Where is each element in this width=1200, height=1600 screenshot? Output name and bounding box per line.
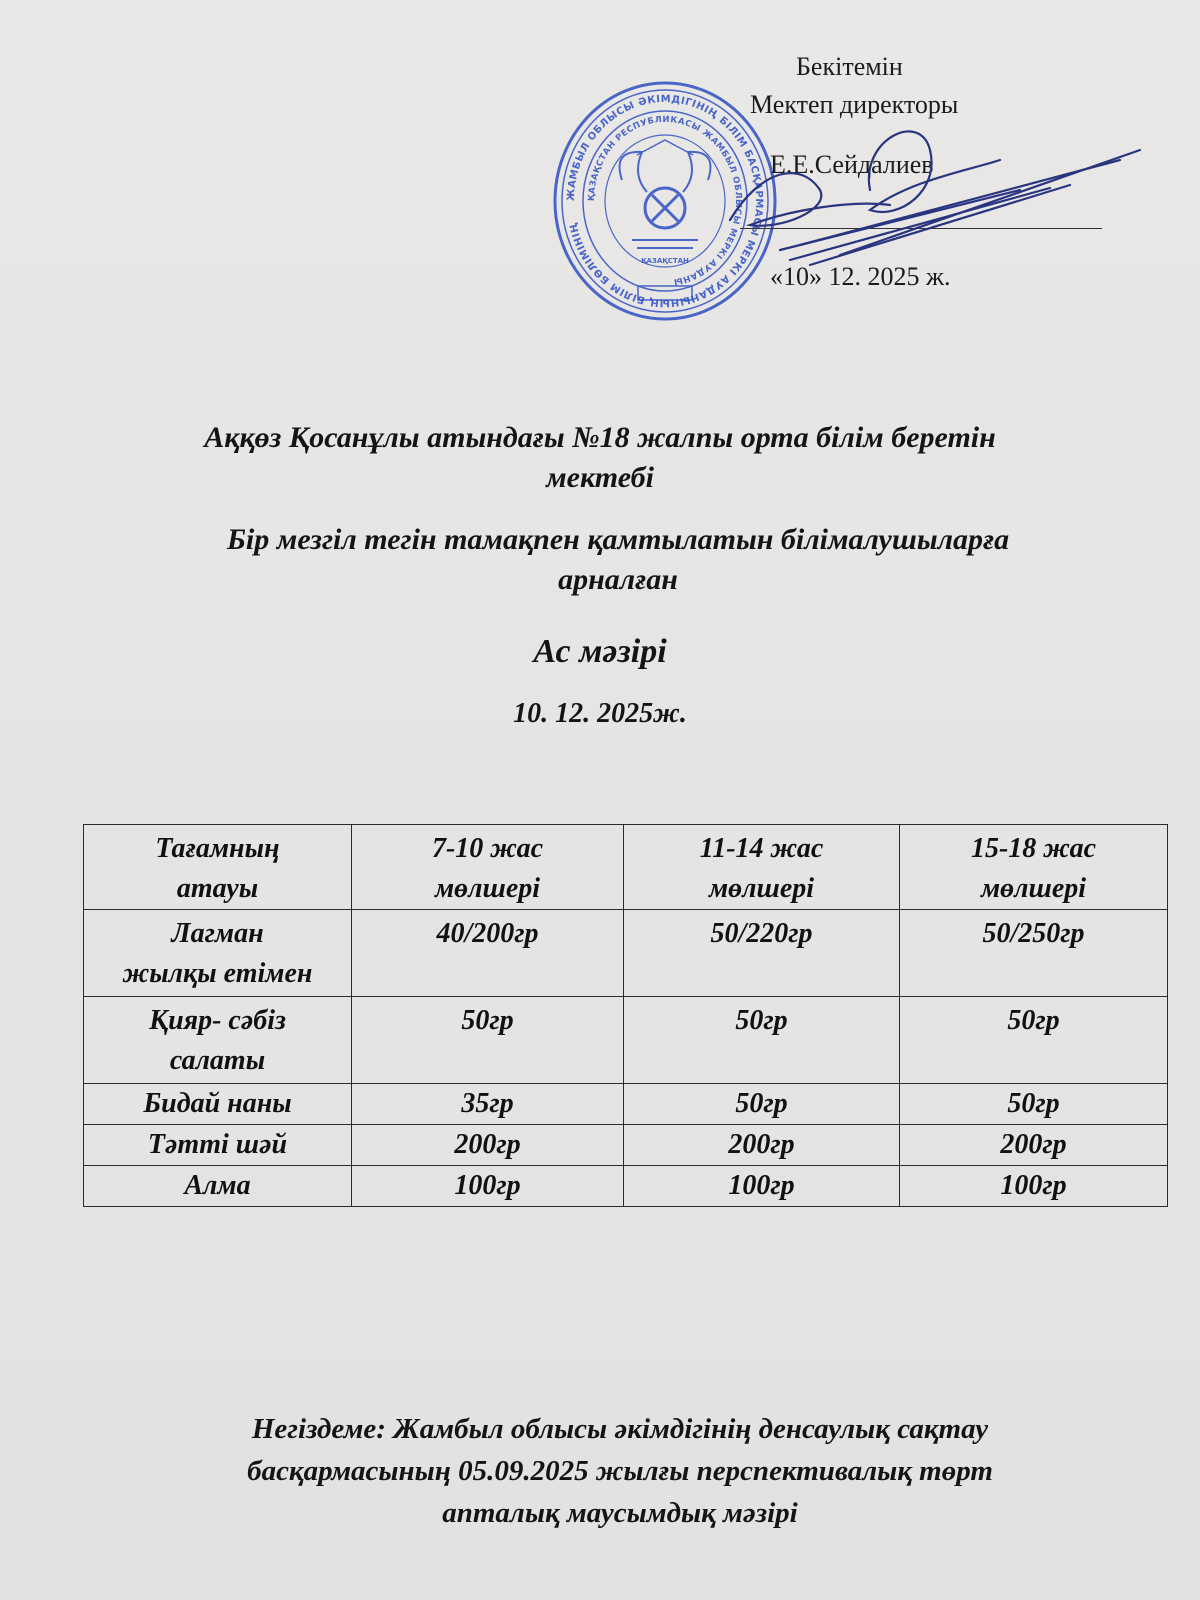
dish-name: Қияр- сәбіз салаты [84,997,352,1084]
portion-15-18: 50гр [900,1084,1168,1125]
portion-15-18: 50гр [900,997,1168,1084]
menu-title: Ас мәзірі [533,633,667,670]
portion-7-10: 100гр [352,1166,624,1207]
menu-purpose: Бір мезгіл тегін тамақпен қамтылатын білімалушыларға арналған [226,523,1010,596]
basis-note: Негіздеме: Жамбыл облысы әкімдігінің денсаулық сақтау басқармасының 05.09.2025 жылғы перспективалық төрт апталық маусымдық мәзірі [247,1413,993,1529]
table-row [84,997,1168,1084]
dish-name: Бидай наны [84,1084,352,1125]
handwritten-signature-icon [720,110,1160,270]
portion-7-10: 50гр [352,997,624,1084]
table-header-row [84,825,1168,910]
column-header-age-7-10: 7-10 жас мөлшері [352,825,624,910]
approval-date: «10» 12. 2025 ж. [770,262,951,291]
dish-name: Тәтті шәй [84,1125,352,1166]
column-header-age-15-18: 15-18 жас мөлшері [900,825,1168,910]
portion-15-18: 100гр [900,1166,1168,1207]
svg-text:ҚАЗАҚСТАН РЕСПУБЛИКАСЫ ЖАМБЫЛ: ҚАЗАҚСТАН РЕСПУБЛИКАСЫ ЖАМБЫЛ ОБЛЫСЫ МЕРКІ АУДАНЫ [586,114,744,287]
svg-text:ЖАМБЫЛ ОБЛЫСЫ ӘКІМДІГІНІҢ БІЛІ: ЖАМБЫЛ ОБЛЫСЫ ӘКІМДІГІНІҢ БІЛІМ БАСҚАРМАСЫ МЕРКІ АУДАНЫНЫҢ БІЛІМ БӨЛІМІНІҢ [565,93,765,309]
table-row [84,1166,1168,1207]
portion-11-14: 50гр [624,1084,900,1125]
table-row [84,1084,1168,1125]
svg-text:ҚАЗАҚСТАН: ҚАЗАҚСТАН [641,257,689,265]
column-header-age-11-14: 11-14 жас мөлшері [624,825,900,910]
column-header-dish: Тағамның атауы [84,825,352,910]
table-row [84,910,1168,997]
menu-table [83,824,1168,1207]
approved-label: Бекітемін [796,52,903,81]
portion-11-14: 100гр [624,1166,900,1207]
portion-7-10: 40/200гр [352,910,624,997]
portion-15-18: 200гр [900,1125,1168,1166]
portion-15-18: 50/250гр [900,910,1168,997]
table-row [84,1125,1168,1166]
portion-11-14: 50гр [624,997,900,1084]
portion-11-14: 200гр [624,1125,900,1166]
school-name: Аққөз Қосанұлы атындағы №18 жалпы орта білім беретін мектебі [204,421,996,494]
portion-7-10: 35гр [352,1084,624,1125]
portion-11-14: 50/220гр [624,910,900,997]
director-name: Е.Е.Сейдалиев [770,150,934,179]
director-position: Мектеп директоры [750,90,959,119]
menu-date: 10. 12. 2025ж. [513,698,687,729]
dish-name: Алма [84,1166,352,1207]
portion-7-10: 200гр [352,1125,624,1166]
dish-name: Лагман жылқы етімен [84,910,352,997]
